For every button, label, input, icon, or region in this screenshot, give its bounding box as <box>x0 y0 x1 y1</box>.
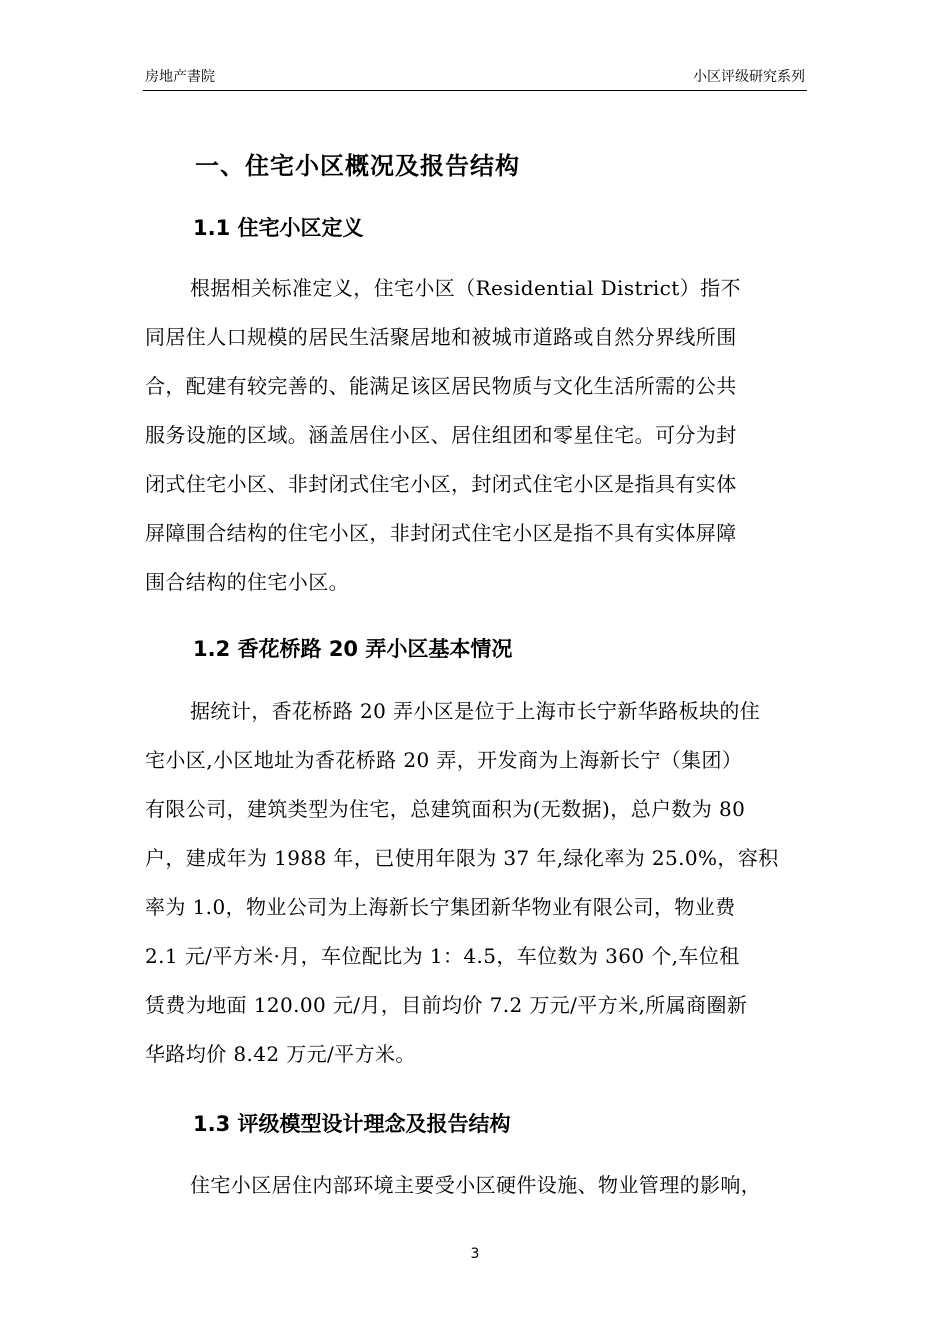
text-line: 2.1 元/平方米·月，车位配比为 1：4.5，车位数为 360 个,车位租 <box>145 944 740 968</box>
page-header <box>143 66 807 91</box>
text-line: 合，配建有较完善的、能满足该区居民物质与文化生活所需的公共 <box>145 374 737 398</box>
text-line: 据统计，香花桥路 20 弄小区是位于上海市长宁新华路板块的住 <box>190 699 761 723</box>
subsection-title-1-2: 1.2 香花桥路 20 弄小区基本情况 <box>193 637 513 661</box>
subsection-title-1-1: 1.1 住宅小区定义 <box>193 216 364 240</box>
paragraph-model-design <box>145 1161 812 1210</box>
text-line: 华路均价 8.42 万元/平方米。 <box>145 1042 416 1066</box>
text-line: 根据相关标准定义，住宅小区（Residential District）指不 <box>190 276 741 300</box>
text-line: 闭式住宅小区、非封闭式住宅小区，封闭式住宅小区是指具有实体 <box>145 472 737 496</box>
text-line: 赁费为地面 120.00 元/月，目前均价 7.2 万元/平方米,所属商圈新 <box>145 993 748 1017</box>
text-line: 服务设施的区域。涵盖居住小区、居住组团和零星住宅。可分为封 <box>145 423 737 447</box>
paragraph-basic-info <box>145 687 812 1079</box>
text-line: 率为 1.0，物业公司为上海新长宁集团新华物业有限公司，物业费 <box>145 895 736 919</box>
header-publisher: 房地产書院 <box>145 69 215 85</box>
text-line: 住宅小区居住内部环境主要受小区硬件设施、物业管理的影响， <box>190 1173 762 1197</box>
section-title: 一、住宅小区概况及报告结构 <box>195 152 520 180</box>
text-line: 同居住人口规模的居民生活聚居地和被城市道路或自然分界线所围 <box>145 325 737 349</box>
text-line: 有限公司，建筑类型为住宅，总建筑面积为(无数据)，总户数为 80 <box>145 797 746 821</box>
header-series-title: 小区评级研究系列 <box>693 69 805 85</box>
text-line: 宅小区,小区地址为香花桥路 20 弄，开发商为上海新长宁（集团） <box>145 748 743 772</box>
subsection-title-1-3: 1.3 评级模型设计理念及报告结构 <box>193 1112 511 1136</box>
text-line: 屏障围合结构的住宅小区，非封闭式住宅小区是指不具有实体屏障 <box>145 521 737 545</box>
paragraph-definition <box>145 264 812 607</box>
text-line: 围合结构的住宅小区。 <box>145 570 349 594</box>
page-number: 3 <box>470 1246 480 1262</box>
text-line: 户，建成年为 1988 年，已使用年限为 37 年,绿化率为 25.0%，容积 <box>145 846 779 870</box>
